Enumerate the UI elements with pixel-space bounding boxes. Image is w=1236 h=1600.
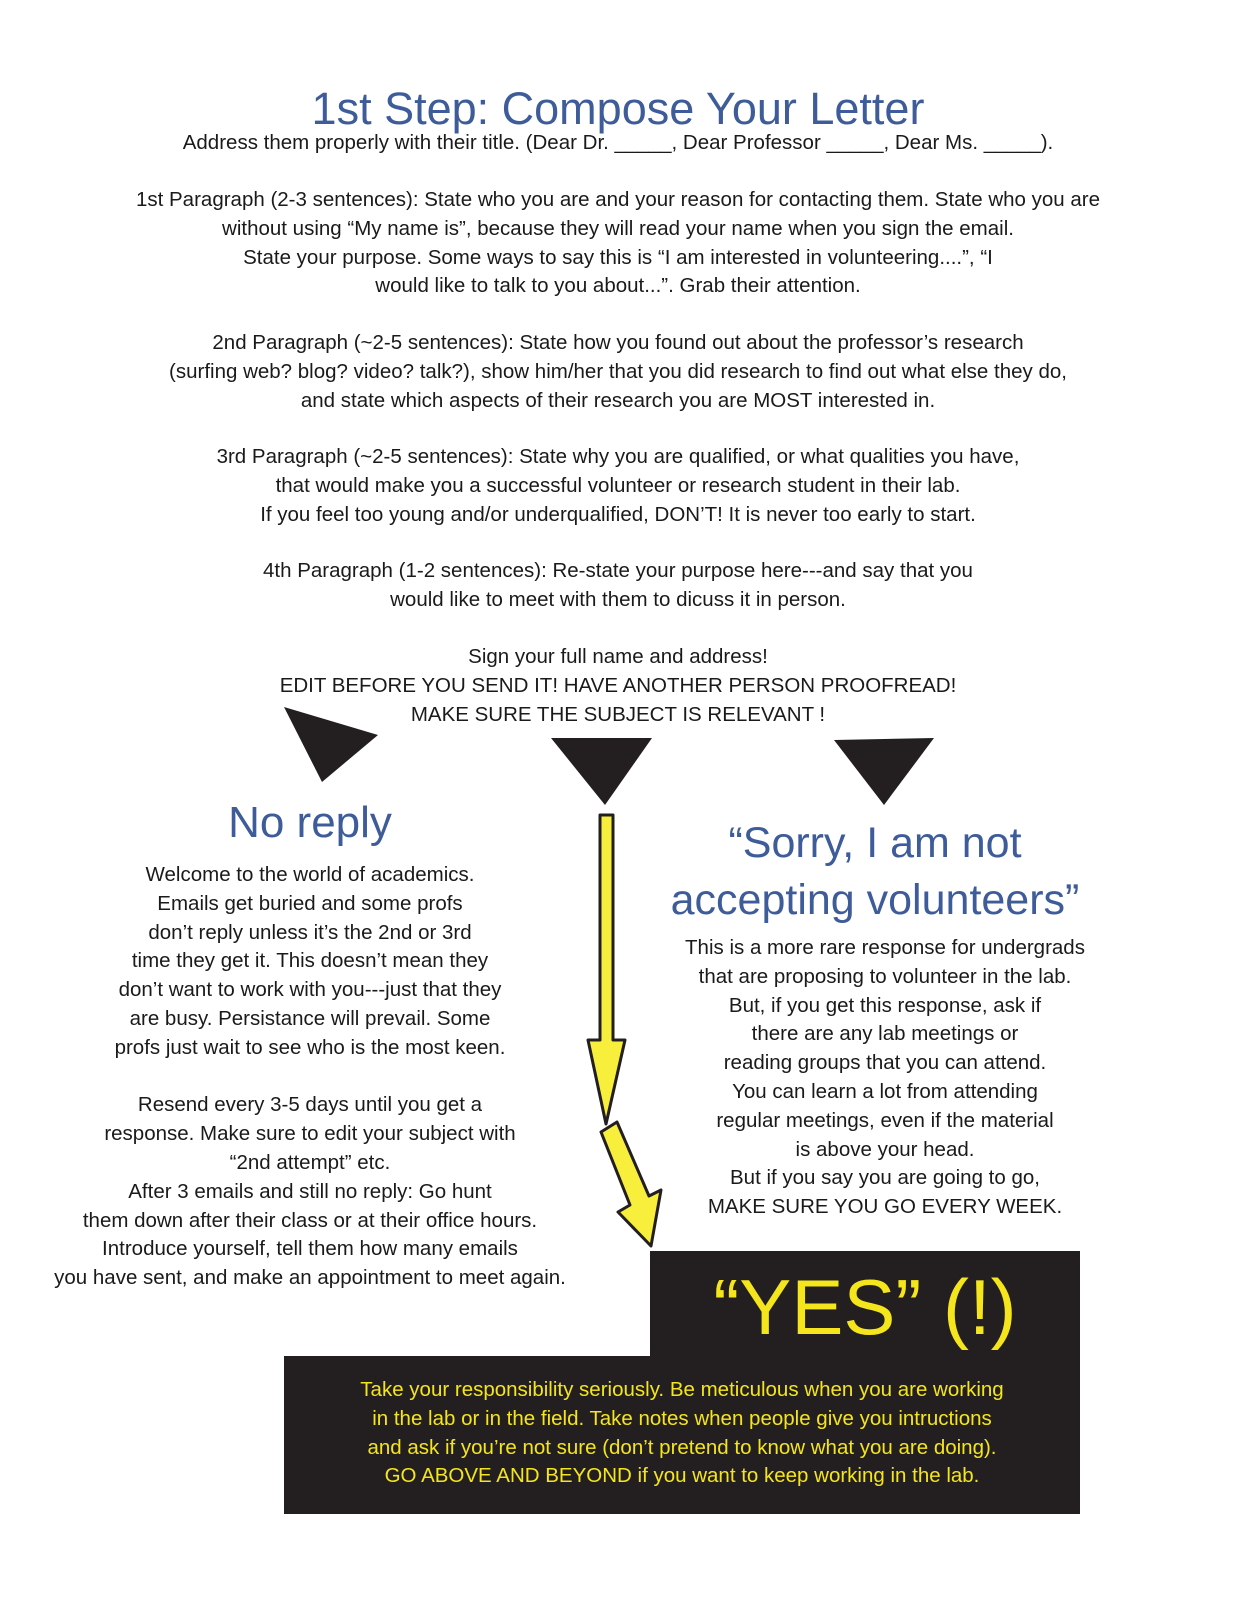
no-reply-line: don’t reply unless it’s the 2nd or 3rd bbox=[148, 920, 472, 944]
no-reply-line: you have sent, and make an appointment to meet again. bbox=[54, 1266, 566, 1290]
right-arrowhead-icon bbox=[834, 738, 934, 805]
no-reply-line: Emails get buried and some profs bbox=[157, 891, 463, 915]
no-reply-line: response. Make sure to edit your subject with bbox=[104, 1122, 516, 1146]
paragraph-2-line: and state which aspects of their research you are MOST interested in. bbox=[300, 388, 936, 412]
yes-line: Take your responsibility seriously. Be meticulous when you are working bbox=[360, 1378, 1004, 1401]
no-reply-line: “2nd attempt” etc. bbox=[229, 1150, 391, 1174]
sorry-line: MAKE SURE YOU GO EVERY WEEK. bbox=[707, 1195, 1063, 1219]
no-reply-line: time they get it. This doesn’t mean they bbox=[131, 949, 489, 973]
no-reply-spacer bbox=[20, 1063, 600, 1092]
yellow-diagonal-arrow-icon bbox=[601, 1122, 661, 1246]
paragraph-4-line: would like to meet with them to dicuss it in person. bbox=[390, 587, 846, 611]
sorry-line: This is a more rare response for undergrads bbox=[685, 936, 1085, 959]
yes-line: GO ABOVE AND BEYOND if you want to keep working in the lab. bbox=[384, 1464, 980, 1488]
paragraph-3-line: that would make you a successful volunteer or research student in their lab. bbox=[275, 473, 961, 497]
sorry-line: You can learn a lot from attending bbox=[732, 1079, 1038, 1103]
paragraph-2-line: 2nd Paragraph (~2-5 sentences): State how you found out about the professor’s research bbox=[212, 331, 1024, 354]
paragraph-1-line: without using “My name is”, because they will read your name when you sign the email. bbox=[222, 216, 1014, 240]
sorry-line: But, if you get this response, ask if bbox=[728, 993, 1042, 1017]
yes-advice bbox=[284, 1376, 1080, 1491]
closing-line: EDIT BEFORE YOU SEND IT! HAVE ANOTHER PERSON PROOFREAD! bbox=[279, 673, 957, 697]
paragraph-2-line: (surfing web? blog? video? talk?), show him/her that you did research to find out what else they do, bbox=[169, 359, 1067, 383]
no-reply-line: Welcome to the world of academics. bbox=[145, 863, 475, 886]
no-reply-line: Introduce yourself, tell them how many emails bbox=[102, 1237, 518, 1261]
closing-line: Sign your full name and address! bbox=[468, 645, 768, 668]
paragraph-1-line: 1st Paragraph (2-3 sentences): State who you are and your reason for contacting them. State who you are bbox=[135, 188, 1101, 211]
sorry-line: that are proposing to volunteer in the lab. bbox=[698, 964, 1072, 988]
left-arrowhead-icon bbox=[284, 707, 378, 782]
sorry-line: there are any lab meetings or bbox=[751, 1022, 1019, 1046]
no-reply-line: Resend every 3-5 days until you get a bbox=[137, 1093, 483, 1117]
paragraph-3-line: If you feel too young and/or underqualified, DON’T! It is never too early to start. bbox=[260, 502, 976, 526]
sorry-heading bbox=[650, 815, 1100, 929]
no-reply-line: profs just wait to see who is the most keen. bbox=[114, 1035, 506, 1059]
paragraph-4-line: 4th Paragraph (1-2 sentences): Re-state your purpose here---and say that you bbox=[263, 559, 973, 582]
no-reply-line: don’t want to work with you---just that they bbox=[118, 978, 502, 1002]
paragraph-1-line: would like to talk to you about...”. Grab their attention. bbox=[375, 274, 861, 298]
sorry-line: reading groups that you can attend. bbox=[723, 1051, 1047, 1075]
sorry-line: is above your head. bbox=[795, 1137, 975, 1161]
no-reply-heading: No reply bbox=[228, 798, 392, 847]
paragraph-1-line: State your purpose. Some ways to say this is “I am interested in volunteering....”, “I bbox=[243, 245, 993, 269]
yes-line: in the lab or in the field. Take notes when people give you intructions bbox=[372, 1406, 992, 1430]
sorry-heading-line: “Sorry, I am not bbox=[728, 819, 1022, 867]
no-reply-advice bbox=[20, 861, 600, 1293]
sorry-advice bbox=[660, 934, 1110, 1222]
no-reply-line: them down after their class or at their office hours. bbox=[82, 1208, 538, 1232]
paragraph-3-line: 3rd Paragraph (~2-5 sentences): State why you are qualified, or what qualities you have, bbox=[216, 445, 1020, 468]
sorry-line: But if you say you are going to go, bbox=[730, 1166, 1040, 1190]
page-title: 1st Step: Compose Your Letter bbox=[311, 83, 925, 134]
yes-line: and ask if you’re not sure (don’t pretend to know what you are doing). bbox=[367, 1435, 997, 1459]
salutation-instructions: Address them properly with their title. (Dear Dr. _____, Dear Professor _____, Dear Ms. _____). bbox=[182, 131, 1054, 154]
yes-heading: “YES” (!) bbox=[713, 1263, 1017, 1351]
no-reply-line: are busy. Persistance will prevail. Some bbox=[129, 1006, 491, 1030]
sorry-heading-line: accepting volunteers” bbox=[670, 876, 1080, 924]
sorry-line: regular meetings, even if the material bbox=[716, 1108, 1054, 1132]
closing-line: MAKE SURE THE SUBJECT IS RELEVANT ! bbox=[410, 702, 826, 726]
center-arrowhead-icon bbox=[551, 738, 652, 805]
no-reply-line: After 3 emails and still no reply: Go hunt bbox=[128, 1179, 492, 1203]
